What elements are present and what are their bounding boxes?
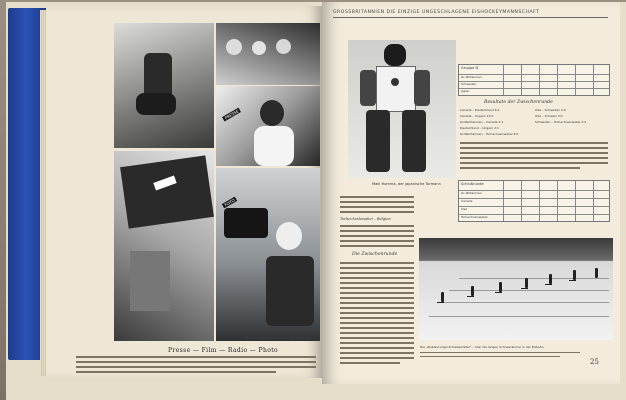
text-line <box>76 371 276 373</box>
photo-man-with-flag <box>114 151 214 341</box>
rink-caption: Die „Eisbahnvögel Schiebemädel“ – oder die langen Schneeräumer in der Eisbahn <box>420 345 544 349</box>
table-cell: Canada <box>461 199 473 203</box>
section-title: Presse — Film — Radio — Photo <box>168 347 279 354</box>
photo-men-at-window <box>216 23 320 85</box>
result-line: Großbritannien – Tschechoslowakei 5:0 <box>460 132 519 136</box>
text-line <box>340 332 414 334</box>
text-line <box>340 322 414 324</box>
text-line <box>340 297 414 299</box>
text-line <box>460 167 580 169</box>
text-line <box>420 352 580 353</box>
text-line <box>340 357 414 359</box>
text-line <box>340 277 414 279</box>
text-line <box>340 206 414 208</box>
text-line <box>340 317 414 319</box>
text-line <box>420 356 560 357</box>
text-line <box>340 245 414 247</box>
text-line <box>340 211 414 213</box>
text-line <box>340 312 414 314</box>
text-line <box>340 302 414 304</box>
header-rule <box>333 17 608 18</box>
result-line: Canada – Deutschland 6:2 <box>460 108 500 112</box>
text-line <box>340 307 414 309</box>
group-table <box>458 64 610 96</box>
text-line <box>340 267 414 269</box>
text-line <box>340 272 414 274</box>
results-title: Resultate der Zwischenrunde <box>484 100 553 105</box>
table-row <box>459 88 609 89</box>
text-line <box>340 196 414 198</box>
table-cell: USA <box>461 207 468 211</box>
table-cell: Gr.-Britannien <box>461 75 482 79</box>
text-line <box>76 361 316 363</box>
goalie-caption: Maki Homma, der japanische Tormann <box>372 182 441 186</box>
text-line <box>340 225 414 227</box>
photo-cameraman-sled <box>114 23 214 148</box>
table-cell: Gr.-Britannien <box>461 191 482 195</box>
table-cell: Tschechoslowakei <box>461 215 488 219</box>
photo-ice-rink-sweepers <box>419 238 613 340</box>
section-head-zwischenrunde: Die Zwischenrunde <box>352 252 398 257</box>
text-line <box>340 327 414 329</box>
page-number: 25 <box>590 358 599 366</box>
text-line <box>340 282 414 284</box>
result-line: Schweden – Tschechoslowakei 3:2 <box>535 120 587 124</box>
result-line: Großbritannien – Canada 2:1 <box>460 120 504 124</box>
result-line: Deutschland – Ungarn 2:1 <box>460 126 499 130</box>
text-line <box>340 201 414 203</box>
text-line <box>460 162 608 164</box>
table-row <box>459 81 609 82</box>
left-page <box>46 6 322 378</box>
text-line <box>340 287 414 289</box>
text-line <box>76 366 316 368</box>
running-head: GROSSBRITANNIEN DIE EINZIGE UNGESCHLAGENE EISHOCKEYMANNSCHAFT <box>333 10 540 15</box>
text-line <box>340 337 414 339</box>
photo-film-camera-man <box>216 168 320 341</box>
final-round-table <box>458 180 610 222</box>
text-line <box>76 356 316 358</box>
table-cell: Japan <box>461 89 470 93</box>
photo-japanese-goalkeeper <box>348 40 456 178</box>
text-line <box>340 347 414 349</box>
text-line <box>340 352 414 354</box>
table2-title: Schlußrunde <box>461 182 484 186</box>
text-line <box>460 147 608 149</box>
result-line: USA – Schweiz 3:0 <box>535 114 563 118</box>
text-line <box>340 342 414 344</box>
result-line: Canada – Ungarn 15:0 <box>460 114 494 118</box>
text-line <box>340 362 400 364</box>
text-line <box>340 292 414 294</box>
banner-label-presse: PRESSE <box>223 108 240 121</box>
table-cell: Schweden <box>461 82 477 86</box>
text-line <box>340 235 414 237</box>
text-line <box>340 240 414 242</box>
banner-label-foto: FOTO <box>223 197 236 208</box>
photo-credit: Photo: Schirner (3), Stelzer (2), Weltbild(1) <box>246 336 312 340</box>
text-line <box>460 157 608 159</box>
text-line <box>460 142 608 144</box>
photo-woman-smiling <box>216 86 320 166</box>
text-line <box>340 262 414 264</box>
result-line: USA – Schweden 2:0 <box>535 108 566 112</box>
text-line <box>340 230 414 232</box>
text-line <box>460 152 608 154</box>
group-table-title: Gruppe D <box>461 66 479 70</box>
paragraph-head: Tschechoslowakei – Belgien <box>340 217 391 221</box>
